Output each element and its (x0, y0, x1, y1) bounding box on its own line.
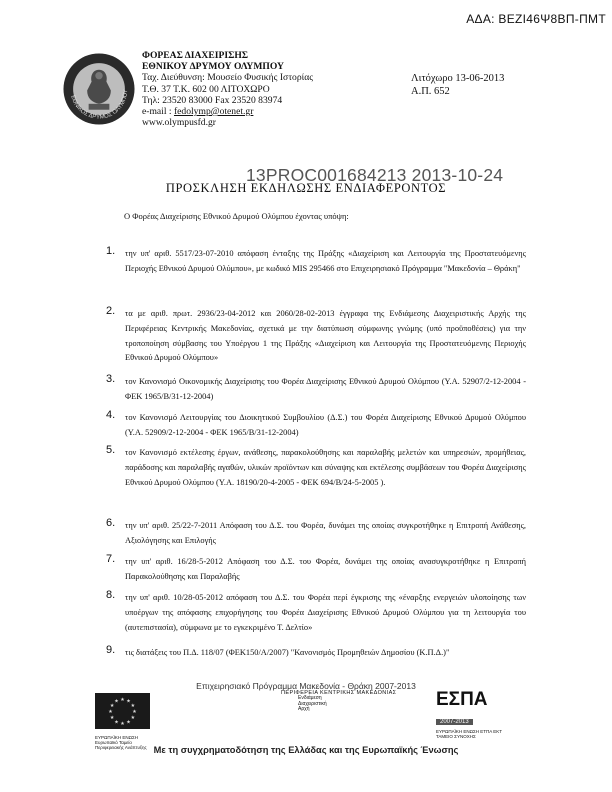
item-number: 9. (106, 644, 116, 656)
svg-text:★: ★ (130, 715, 136, 721)
espa-caption: ΕΥΡΩΠΑΪΚΗ ΕΝΩΣΗ ΕΤΠΑ ΕΚΤ ΤΑΜΕΙΟ ΣΥΝΟΧΗΣ (436, 729, 502, 739)
item-number: 1. (106, 245, 116, 257)
espa-years: 2007-2013 (436, 719, 473, 725)
place-date-block (411, 73, 504, 98)
eu-logo-block (95, 693, 155, 750)
region-sub-2: Διαχειριστική (298, 700, 327, 707)
svg-text:★: ★ (108, 709, 113, 715)
program-caption: Επιχειρησιακό Πρόγραμμα Μακεδονία - Θράκη 2007-2013 (196, 681, 416, 691)
svg-text:★: ★ (120, 697, 125, 703)
region-name: ΠΕΡΙΦΕΡΕΙΑ ΚΕΝΤΡΙΚΗΣ ΜΑΚΕΔΟΝΙΑΣ (281, 690, 397, 696)
intro-text: Ο Φορέας Διαχείρισης Εθνικού Δρυμού Ολύμπου έχοντας υπόψη: (124, 211, 349, 221)
eu-caption-line-1: ΕΥΡΩΠΑΪΚΗ ΕΝΩΣΗ (95, 735, 139, 740)
espa-logo-block (436, 690, 516, 739)
item-text: τον Κανονισμό Λειτουργίας του Διοικητικού Συμβουλίου (Δ.Σ.) του Φορέα Διαχείρισης Εθνικού Δρυμού Ολύμπου (Υ.Α. 52909/2-12-2004 - ΦΕΚ 1965/Β/31-12-2004) (125, 413, 526, 437)
org-postal: Τ.Θ. 37 Τ.Κ. 602 00 ΛΙΤΟΧΩΡΟ (142, 83, 270, 95)
org-address: Ταχ. Διεύθυνση: Μουσείο Φυσικής Ιστορίας (142, 72, 314, 84)
cofunding-statement: Με τη συγχρηματοδότηση της Ελλάδας και της Ευρωπαϊκής Ένωσης (153, 745, 459, 755)
email-link[interactable]: fedolymp@otenet.gr (173, 106, 254, 118)
website-link[interactable]: www.olympusfd.gr (142, 117, 216, 129)
svg-text:★: ★ (109, 703, 115, 709)
seal-text: ΕΘΝΙΚΟΣ ΔΡΥΜΟΣ ΟΛΥΜΠΟΥ (69, 89, 130, 121)
item-text: τον Κανονισμό Οικονομικής Διαχείρισης του Φορέα Διαχείρισης Εθνικού Δρυμού Ολύμπου (Υ.Α. 52907/2-12-2004 - ΦΕΚ 1965/Β/31-12-2004) (125, 377, 526, 401)
item-number: 4. (106, 409, 116, 421)
item-text: την υπ' αριθ. 10/28-05-2012 απόφαση του Δ.Σ. του Φορέα περί έγκρισης της «έναρξης ενεργειών υλοποίησης των υποέργων της απόφασης επιχορήγησης του Φορέα Διαχείρισης Εθνικού Δρυμού Ολύμπου για τη λειτουργία του (αυτεπιστασία), σύμφωνα με το εγκεκριμένο Τ. Δελτίο» (125, 593, 526, 632)
item-number: 5. (106, 444, 116, 456)
document-title: ΠΡΟΣΚΛΗΣΗ ΕΚΔΗΛΩΣΗΣ ΕΝΔΙΑΦΕΡΟΝΤΟΣ (165, 181, 447, 195)
item-number: 3. (106, 373, 116, 385)
espa-logo: ΕΣΠΑ (436, 689, 488, 710)
item-text: την υπ' αριθ. 16/28-5-2012 Απόφαση του Δ.Σ. του Φορέα, δυνάμει της οποίας ανασυγκροτήθηκε η Επιτροπή Παρακολούθησης και Παραλαβής (125, 557, 526, 581)
organization-info (142, 50, 313, 128)
region-logo-block (281, 690, 416, 713)
region-sub-1: Ενδιάμεση (298, 695, 322, 701)
svg-text:★: ★ (132, 709, 137, 715)
region-sub-3: Αρχή (298, 706, 310, 713)
item-text: τον Κανονισμό εκτέλεσης έργων, ανάθεσης, παρακολούθησης και παραλαβής μελετών και υπηρεσιών, προμήθειας, παράδοσης και παραλαβής αγαθών, υλικών προϊόντων και σύναψης και εκτέλεσης συμβάσεων του Φορέα Διαχείρισης Εθνικού Δρυμού Ολύμπου (Υ.Α. 18190/20-4-2005 - ΦΕΚ 694/Β/24-5-2005 ). (125, 448, 526, 487)
eu-caption-line-2: Ευρωπαϊκό Ταμείο Περιφερειακής Ανάπτυξης (95, 740, 147, 750)
item-number: 6. (106, 517, 116, 529)
place-date: Λιτόχωρο 13-06-2013 (411, 73, 505, 84)
email-label: e-mail : (142, 106, 174, 118)
svg-text:★: ★ (120, 721, 125, 727)
item-number: 2. (106, 305, 116, 317)
org-phone: Τηλ: 23520 83000 Fax 23520 83974 (142, 94, 283, 106)
item-text: τις διατάξεις του Π.Δ. 118/07 (ΦΕΚ150/Α/2007) "Κανονισμός Προμηθειών Δημοσίου (Κ.Π.Δ.)" (125, 648, 450, 657)
registry-code: 13PROC001684213 2013-10-24 (246, 165, 504, 185)
org-email-line (142, 106, 313, 117)
item-number: 8. (106, 589, 116, 601)
protocol-number: Α.Π. 652 (411, 85, 450, 97)
svg-text:★: ★ (126, 719, 131, 726)
org-name-line-2: ΕΘΝΙΚΟΥ ΔΡΥΜΟΥ ΟΛΥΜΠΟΥ (142, 61, 284, 73)
svg-text:★: ★ (114, 719, 119, 726)
eu-flag-icon (95, 693, 150, 729)
organization-seal-logo (62, 52, 136, 126)
svg-text:★: ★ (109, 715, 115, 721)
ada-code: ΑΔΑ: ΒΕΖΙ46Ψ8ΒΠ-ΠΜΤ (466, 12, 606, 26)
svg-text:★: ★ (126, 698, 131, 705)
org-name-line-1: ΦΟΡΕΑΣ ΔΙΑΧΕΙΡΙΣΗΣ (142, 50, 249, 61)
svg-text:★: ★ (114, 698, 119, 705)
item-text: την υπ' αριθ. 25/22-7-2011 Απόφαση του Δ.Σ. του Φορέα, δυνάμει της οποίας συγκροτήθηκε η Επιτροπή Ανάθεσης, Αξιολόγησης και Επιλογής (125, 521, 526, 545)
item-text: την υπ' αριθ. 5517/23-07-2010 απόφαση ένταξης της Πράξης «Διαχείριση και Λειτουργία της Προστατευόμενης Περιοχής Εθνικού Δρυμού Ολύμπου», με κωδικό MIS 295466 στο Επιχειρησιακό Πρόγραμμα "Μακεδονία – Θράκη" (125, 249, 526, 273)
item-number: 7. (106, 553, 116, 565)
svg-text:★: ★ (130, 703, 136, 709)
item-text: τα με αριθ. πρωτ. 2936/23-04-2012 και 2060/28-02-2013 έγγραφα της Ενδιάμεσης Διαχειριστικής Αρχής της Περιφέρειας Κεντρικής Μακεδονίας, σχετικά με την διατύπωση σύμφωνης γνώμης (υπό προϋποθέσεις) για την τροποποίηση σύμβασης του Υποέργου 1 της Πράξης «Διαχείριση και Λειτουργία της Προστατευόμενης Περιοχής Εθνικού Δρυμού Ολύμπου» (125, 309, 526, 363)
